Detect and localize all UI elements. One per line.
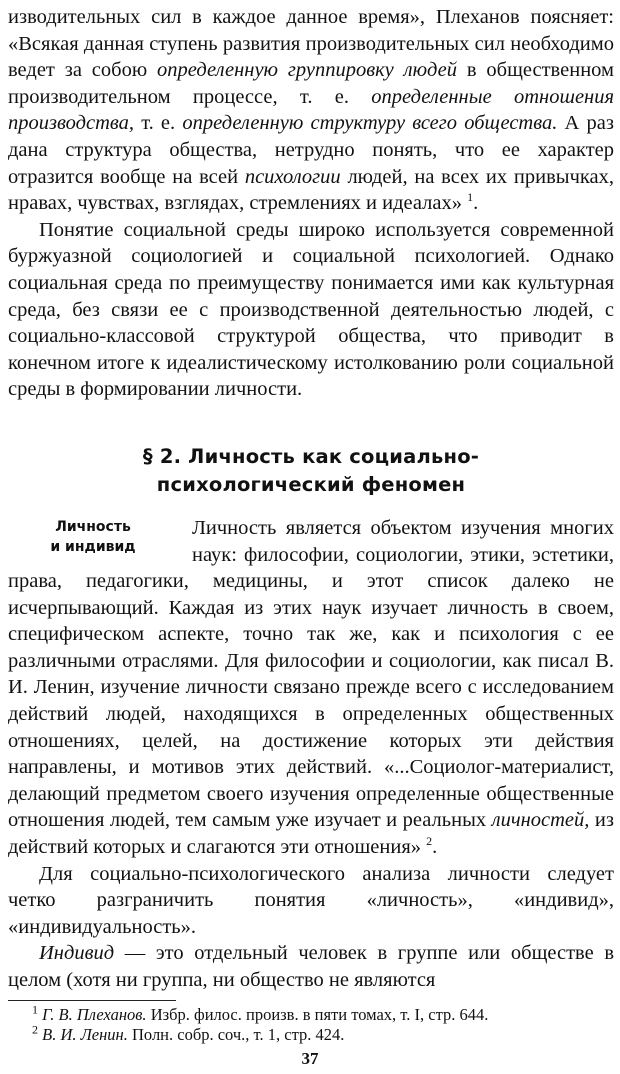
- text-run: т. е.: [134, 112, 183, 135]
- section-heading-line: психологический феномен: [156, 472, 466, 496]
- text-run: людей, на всех их привычках, нравах, чувствах, взглядах, стремлениях и идеалах»: [8, 165, 614, 215]
- italic-run: психологии: [244, 165, 341, 188]
- italic-run: Индивид: [39, 942, 115, 965]
- footnote-text: Избр. филос. произв. в пяти томах, т. I, стр. 644.: [146, 1004, 489, 1024]
- page-number: 37: [301, 1049, 319, 1068]
- text-run: изводительных сил в каждое данное время», Плеханов поясняет: «Всякая данная ступень развития производительных сил необходимо ведет за собою: [8, 6, 614, 82]
- footnote: [8, 1022, 614, 1045]
- footnote-divider: [8, 1000, 176, 1001]
- margin-note: [8, 517, 178, 557]
- paragraph-plekhanov-quote: [8, 4, 614, 217]
- text-run: Личность является объектом изучения многих наук: философии, социологии, этики, эстетики, права, педагогики, медицины, и этот список далеко не исчерпывающий. Каждая из этих наук изучает личность в своем, специфическом аспекте, точно так же, как и психология с ее различными отраслями. Для философии и социологии, как писал В. И. Ленин, изучение личности связано прежде всего с исследованием действий людей, находящихся в определенных общественных отношениях, целей, на достижение которых эти действия направлены, и мотивов этих действий. «...Социолог-материалист, делающий предметом своего изучения определенные общественные отношения людей, тем самым уже изучает и реальных: [8, 516, 614, 832]
- footnote: [8, 1002, 614, 1025]
- text-run: .: [432, 836, 438, 859]
- section-heading-line: § 2. Личность как социально-: [142, 444, 480, 468]
- footnote-reference: 2: [426, 834, 433, 849]
- italic-run: определенные отношения производства,: [8, 85, 614, 135]
- footnotes: [8, 1002, 614, 1045]
- footnote-text: Полн. собр. соч., т. 1, стр. 424.: [127, 1024, 345, 1044]
- margin-note-line: и индивид: [50, 538, 136, 555]
- paragraph-social-environment: Понятие социальной среды широко используется современной буржуазной социологией и социальной психологией. Однако социальная среда по преимуществу понимается ими как культурная среда, без связи ее с производственной деятельностью людей, с социально-классовой структурой общества, что приводит в конечном итоге к идеалистическому истолкованию роли социальной среды в формировании личности.: [8, 218, 614, 401]
- paragraph-analysis: Для социально-психологического анализа личности следует четко разграничить понятия «личность», «индивид», «индивидуальность».: [8, 862, 614, 938]
- footnote-mark: 1: [32, 1002, 38, 1017]
- footnote-reference: 1: [467, 190, 474, 205]
- margin-note-line: Личность: [55, 518, 131, 535]
- footnote-author: В. И. Ленин.: [42, 1024, 128, 1044]
- footnote-author: Г. В. Плеханов.: [42, 1004, 147, 1024]
- italic-run: определенную группировку людей: [157, 59, 458, 82]
- text-run: в общественном производительном процессе, т. е.: [8, 59, 614, 108]
- text-run: .: [473, 192, 479, 215]
- section-heading: [8, 443, 614, 499]
- text-run: — это отдельный человек в группе или обществе в целом (хотя ни группа, ни общество не являются: [8, 942, 614, 991]
- paragraph-personality-sciences: [8, 515, 614, 861]
- text-run: из действий которых и слагаются эти отношения»: [8, 809, 614, 859]
- footnote-mark: 2: [32, 1022, 38, 1037]
- paragraph-individual: [8, 940, 614, 993]
- italic-run: определенную структуру всего общества.: [182, 112, 558, 135]
- italic-run: личностей,: [491, 809, 590, 832]
- text-run: А раз дана структура общества, нетрудно понять, что ее характер отразится вообще на всей: [8, 112, 614, 188]
